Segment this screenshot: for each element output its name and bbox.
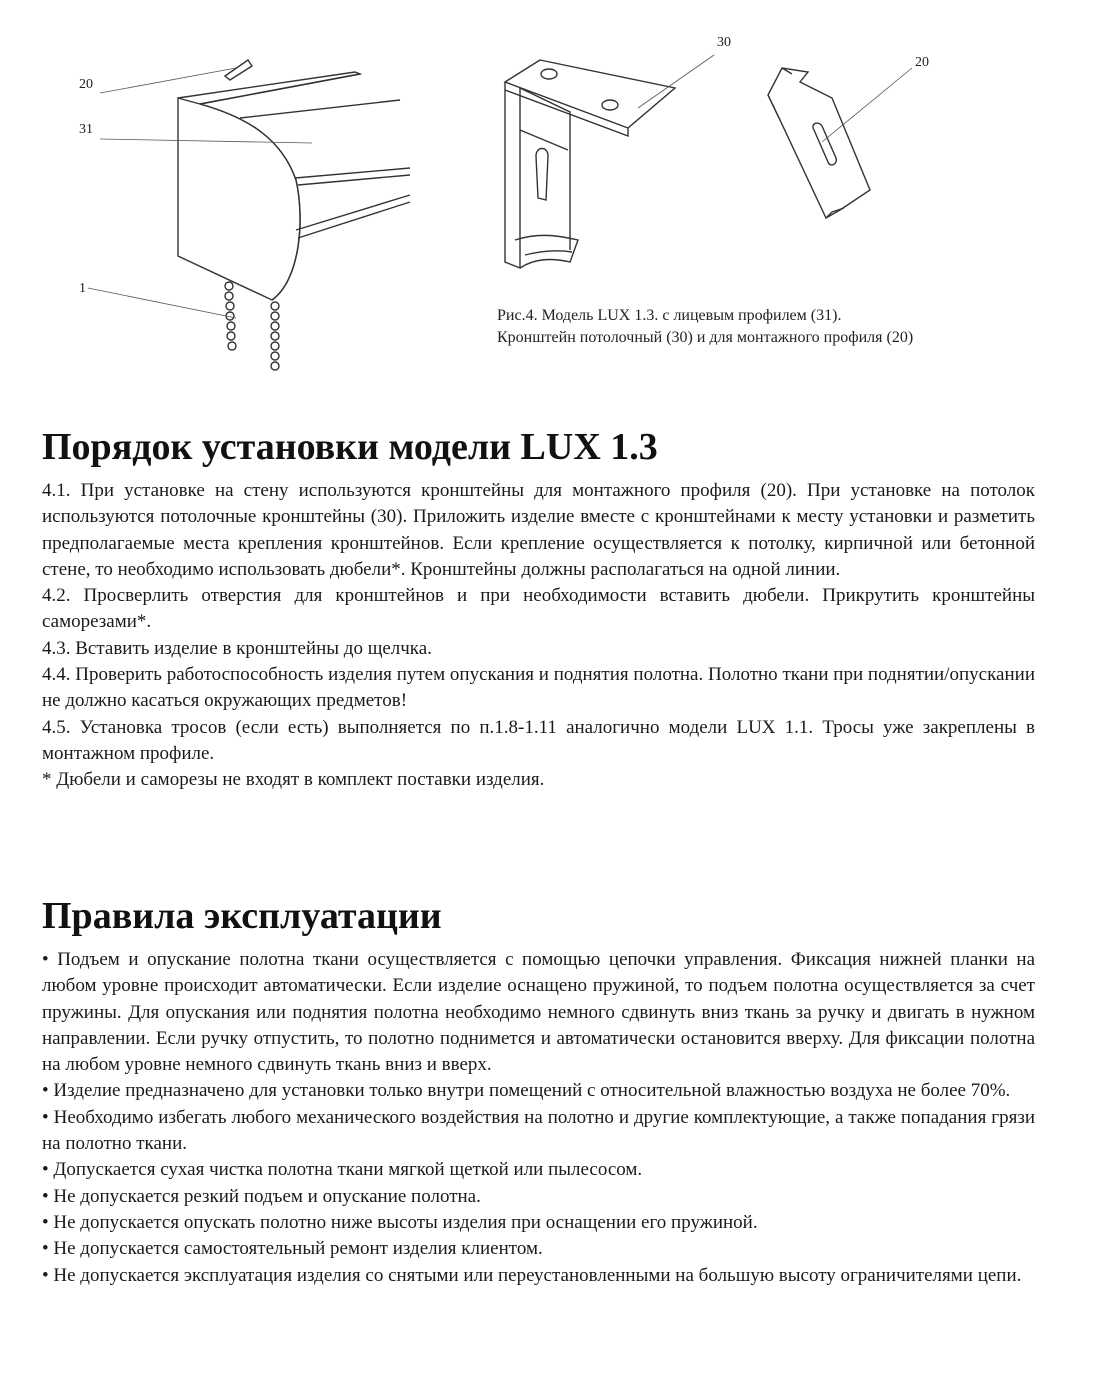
profile-bracket-drawing	[768, 68, 870, 218]
rules-section-title: Правила эксплуатации	[42, 895, 442, 937]
caption-line-2: Кронштейн потолочный (30) и для монтажного профиля (20)	[497, 329, 914, 346]
install-section-title: Порядок установки модели LUX 1.3	[42, 426, 658, 468]
install-step-4-2: 4.2. Просверлить отверстия для кронштейнов и при необходимости вставить дюбели. Прикрутить кронштейны саморезами*.	[42, 585, 1035, 633]
rule-item: • Изделие предназначено для установки только внутри помещений с относительной влажностью воздуха не более 70%.	[42, 1080, 1011, 1102]
figure-4	[0, 0, 1100, 400]
chain-right	[271, 302, 279, 370]
install-step-4-3: 4.3. Вставить изделие в кронштейны до щелчка.	[42, 637, 432, 659]
ceiling-bracket-drawing	[505, 60, 675, 268]
callout-30: 30	[717, 35, 731, 50]
left-leaders	[88, 68, 312, 318]
leader-30	[638, 55, 714, 108]
install-step-4-4: 4.4. Проверить работоспособность изделия путем опускания и поднятия полотна. Полотно ткани при поднятии/опускании не должно касаться окружающих предметов!	[42, 664, 1035, 712]
callout-31: 31	[79, 122, 93, 137]
callout-1: 1	[79, 281, 86, 296]
rule-item: • Подъем и опускание полотна ткани осуществляется с помощью цепочки управления. Фиксация нижней планки на любом уровне происходит автоматически. Если изделие оснащено пружиной, то подъем полотна осуществляется за счет пружины. Для опускания или поднятия полотна необходимо немного сдвинуть вниз ткань за ручку и двигать в нужном направлении. Если ручку отпустить, то полотно поднимется и автоматически остановится вверху. Для фиксации полотна на любом уровне немного сдвинуть ткань вниз и вверх.	[42, 949, 1035, 1076]
figure-caption	[497, 305, 1057, 349]
rule-item: • Не допускается опускать полотно ниже высоты изделия при оснащении его пружиной.	[42, 1211, 758, 1233]
install-step-4-5: 4.5. Установка тросов (если есть) выполняется по п.1.8-1.11 аналогично модели LUX 1.1. Тросы уже закреплены в монтажном профиле.	[42, 716, 1035, 764]
rule-item: • Допускается сухая чистка полотна ткани мягкой щеткой или пылесосом.	[42, 1159, 643, 1181]
install-step-4-1: 4.1. При установке на стену используются кронштейны для монтажного профиля (20). При установке на потолок используются потолочные кронштейны (30). Приложить изделие вместе с кронштейнами к месту установки и разметить предполагаемые места крепления кронштейнов. Если крепление осуществляется к потолку, кирпичной или бетонной стене, то необходимо использовать дюбели*. Кронштейны должны располагаться на одной линии.	[42, 480, 1035, 580]
roller-blind-drawing	[178, 60, 410, 370]
callout-20-left: 20	[79, 77, 93, 92]
caption-line-1: Рис.4. Модель LUX 1.3. с лицевым профилем (31).	[497, 307, 842, 324]
rule-item: • Не допускается резкий подъем и опускание полотна.	[42, 1185, 481, 1207]
install-footnote: * Дюбели и саморезы не входят в комплект поставки изделия.	[42, 769, 545, 791]
rules-section-body	[42, 947, 1035, 1289]
rule-item: • Не допускается эксплуатация изделия со снятыми или переустановленными на большую высоту ограничителями цепи.	[42, 1264, 1022, 1286]
callout-20-right: 20	[915, 55, 929, 70]
rule-item: • Не допускается самостоятельный ремонт изделия клиентом.	[42, 1238, 543, 1260]
install-section-body	[42, 478, 1035, 794]
rule-item: • Необходимо избегать любого механического воздействия на полотно и другие комплектующие, а также попадания грязи на полотно ткани.	[42, 1106, 1035, 1155]
